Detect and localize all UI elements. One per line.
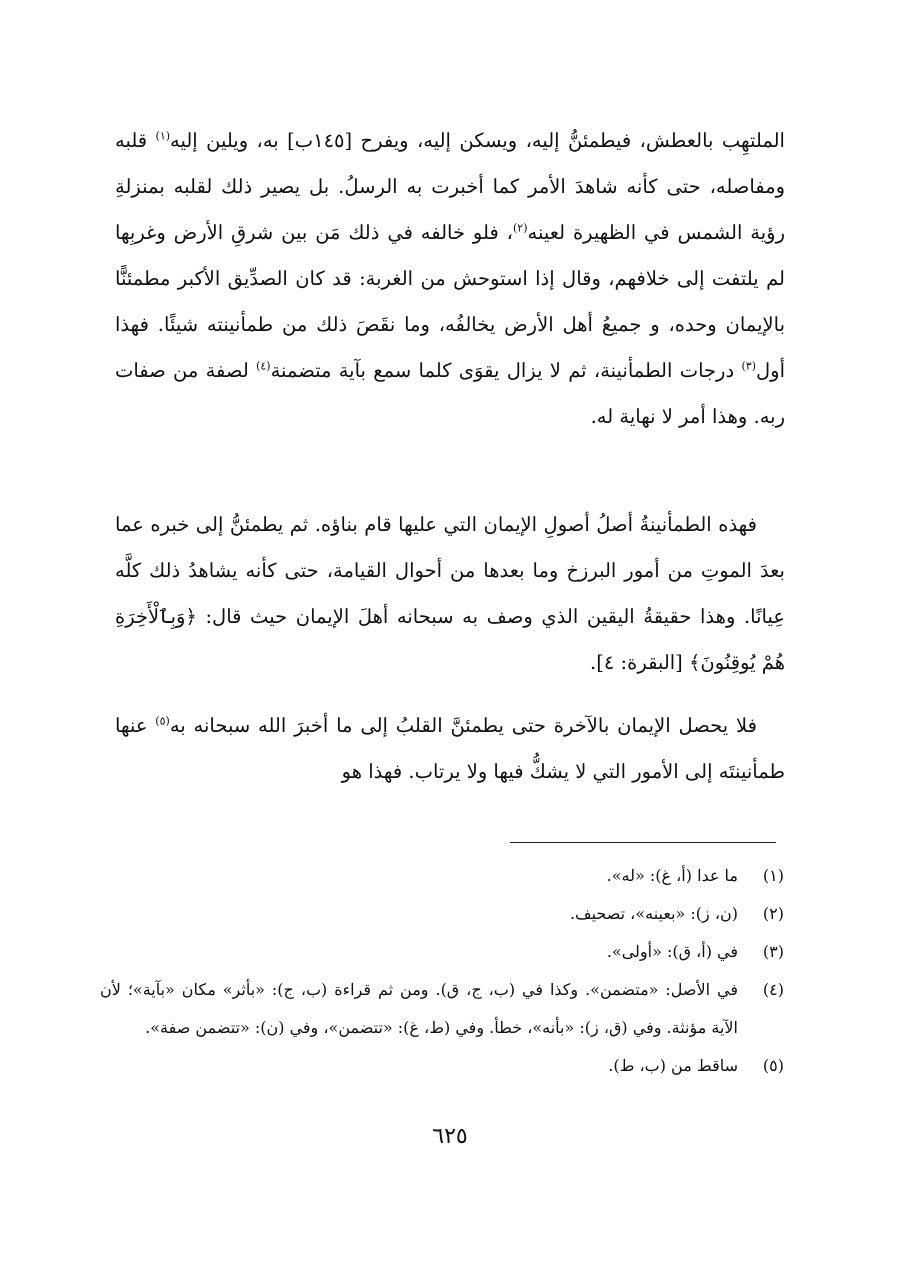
footnote-text: (ن، ز): «بعينه»، تصحيف. (569, 904, 738, 923)
footnote-ref-3: (٣) (741, 359, 756, 373)
footnote-number: (٥) (762, 1056, 784, 1075)
footnote-text: ساقط من (ب، ط). (608, 1056, 738, 1075)
footnote-item (100, 857, 784, 895)
footnote-text: ما عدا (أ، غ): «له». (606, 866, 738, 885)
paragraph-2-text: فهذه الطمأنينةُ أصلُ أصولِ الإيمان التي عليها قام بناؤه. ثم يطمئنُّ إلى خبره عما بعدَ الموتِ من أمور البرزخ وما بعدها من أحوال القيامة، حتى كأنه يشاهدُ ذلك كلَّه عِيانًا. وهذا حقيقةُ اليقين الذي وصف به سبحانه أهلَ الإيمان حيث قال: (115, 513, 785, 628)
paragraph-1 (115, 118, 785, 440)
footnote-number: (٣) (762, 942, 784, 961)
footnote-ref-4: (٤) (256, 359, 271, 373)
paragraph-1-text-a: الملتهِب بالعطش، فيطمئنُّ إليه، ويسكن إليه، ويفرح [١٤٥ب] به، ويلين إليه (170, 129, 785, 152)
footnote-ref-1: (١) (155, 129, 171, 143)
footnote-number: (٤) (762, 980, 784, 999)
paragraph-1-text-d: درجات الطمأنينة، ثم لا يزال يقوَى كلما سمع بآية متضمنة (270, 359, 742, 382)
footnote-ref-2: (٢) (512, 221, 528, 235)
footnote-item (100, 971, 784, 1047)
footnote-text: في الأصل: «متضمن». وكذا في (ب، ج، ق). ومن ثم قراءة (ب، ج): «بأثر» مكان «بآية»؛ لأن الآية مؤنثة. وفي (ق، ز): «بأنه»، خطأ. وفي (ط، غ): «تتضمن»، وفي (ن): «تتضمن صفة». (100, 980, 738, 1037)
paragraph-1-text-b: قلبه ومفاصله، حتى كأنه شاهدَ الأمر كما أخبرت به الرسلُ. بل يصير ذلك لقلبه بمنزلةِ رؤية الشمس في الظهيرة لعينه (115, 129, 785, 244)
paragraph-3-text-b: عنها طمأنينتَه إلى الأمور التي لا يشكُّ فيها ولا يرتاب. فهذا هو (115, 714, 785, 783)
footnote-item (100, 933, 784, 971)
paragraph-1-text-e: لصفة من صفات ربه. وهذا أمر لا نهاية له. (115, 359, 785, 428)
footnote-number: (١) (762, 866, 784, 885)
verse-citation: [البقرة: ٤]. (590, 651, 689, 674)
paragraph-3-text-a: فلا يحصل الإيمان بالآخرة حتى يطمئنَّ القلبُ إلى ما أخبرَ الله سبحانه به (169, 714, 757, 737)
footnote-ref-5: (٥) (155, 714, 170, 728)
paragraph-3 (115, 703, 785, 795)
quran-verse: ﴿وَبِٱلْأَخِرَةِ هُمْ يُوقِنُونَ﴾ (115, 605, 785, 674)
footnote-item (100, 895, 784, 933)
footnote-item (100, 1047, 784, 1085)
footnotes (100, 857, 784, 1085)
paragraph-1-text-c: ، فلو خالفه في ذلك مَن بين شرقِ الأرض وغربِها لم يلتفت إلى خلافهم، وقال إذا استوحش من الغربة: قد كان الصدِّيق الأكبر مطمئنًّا بالإيمان وحده، و جميعُ أهل الأرض يخالفُه، وما نقَصَ ذلك من طمأنينته شيئًا. فهذا أول (115, 221, 785, 382)
footnote-divider (510, 842, 776, 843)
page-number: ٦٢٥ (432, 1124, 468, 1149)
paragraph-2 (115, 502, 785, 686)
footnote-text: في (أ، ق): «أولى». (606, 942, 738, 961)
footnote-number: (٢) (762, 904, 784, 923)
